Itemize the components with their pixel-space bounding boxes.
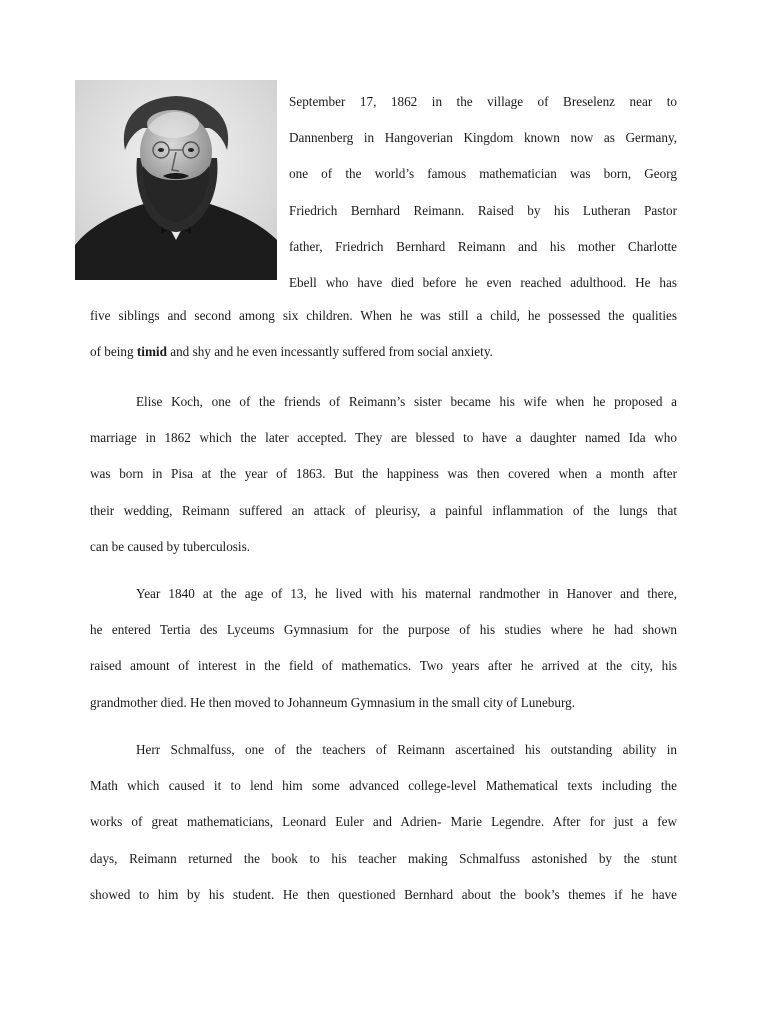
text-line: Friedrich Bernhard Reimann. Raised by his Lutheran Pastor (289, 202, 677, 218)
paragraph-2 (90, 384, 677, 565)
text-line: Ebell who have died before he even reached adulthood. He has (289, 274, 677, 290)
text-line: Year 1840 at the age of 13, he lived with his maternal randmother in Hanover and there, (136, 586, 677, 601)
text-line: he entered Tertia des Lyceums Gymnasium for the purpose of his studies where he had shown (90, 622, 677, 638)
text-line: grandmother died. He then moved to Johanneum Gymnasium in the small city of Luneburg. (90, 694, 576, 710)
text-line: their wedding, Reimann suffered an attack of pleurisy, a painful inflammation of the lungs that (90, 502, 677, 518)
emphasized-word: timid (136, 344, 167, 360)
paragraph-1-wrapped (289, 84, 677, 301)
text-line: raised amount of interest in the field of mathematics. Two years after he arrived at the city, his (90, 658, 677, 674)
paragraph-4 (90, 732, 677, 913)
text-line: Math which caused it to lend him some advanced college-level Mathematical texts including the (90, 778, 677, 794)
text-run: of being (90, 344, 137, 360)
text-line: days, Reimann returned the book to his teacher making Schmalfuss astonished by the stunt (90, 850, 677, 866)
text-line: marriage in 1862 which the later accepted. They are blessed to have a daughter named Ida who (90, 430, 677, 446)
text-line: showed to him by his student. He then questioned Bernhard about the book’s themes if he have (90, 886, 677, 902)
text-line: Elise Koch, one of the friends of Reimann’s sister became his wife when he proposed a (136, 394, 677, 409)
text-line: works of great mathematicians, Leonard Euler and Adrien- Marie Legendre. After for just a few (90, 814, 677, 830)
text-line: September 17, 1862 in the village of Breselenz near to (289, 94, 677, 109)
text-line: one of the world’s famous mathematician was born, Georg (289, 166, 677, 182)
paragraph-1-continued (90, 298, 677, 370)
paragraph-3 (90, 576, 677, 721)
text-line: father, Friedrich Bernhard Reimann and his mother Charlotte (289, 238, 677, 254)
text-line: Dannenberg in Hangoverian Kingdom known now as Germany, (289, 130, 677, 146)
text-line: can be caused by tuberculosis. (90, 538, 251, 554)
text-line: was born in Pisa at the year of 1863. But the happiness was then covered when a month after (90, 466, 677, 482)
text-run: and shy and he even incessantly suffered from social anxiety. (166, 344, 493, 360)
portrait-image (75, 80, 277, 280)
portrait-illustration (75, 80, 277, 280)
text-line: five siblings and second among six children. When he was still a child, he possessed the qualities (90, 308, 677, 323)
text-line: Herr Schmalfuss, one of the teachers of Reimann ascertained his outstanding ability in (136, 742, 677, 757)
text-line (90, 334, 677, 370)
